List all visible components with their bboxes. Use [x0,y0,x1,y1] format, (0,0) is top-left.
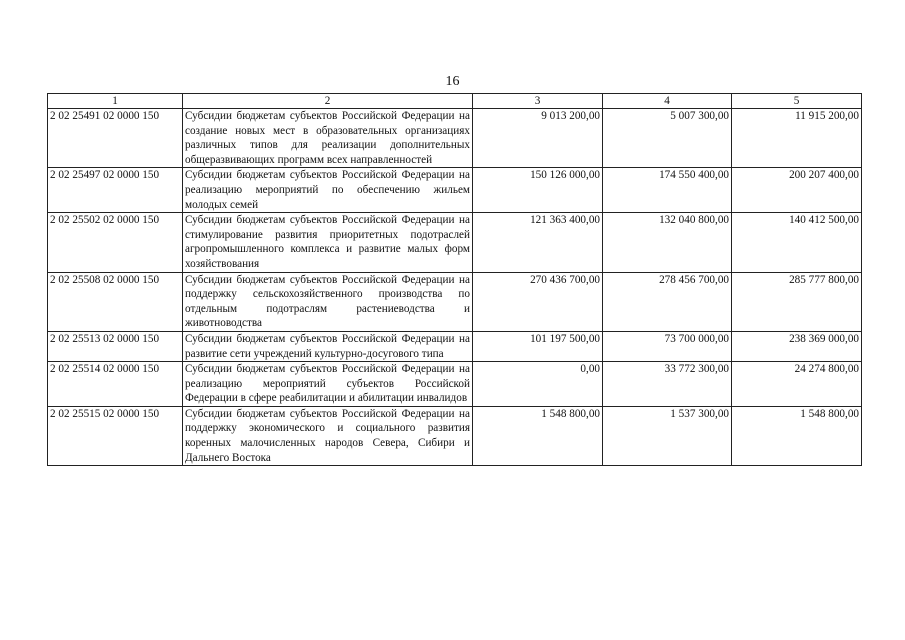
description-cell: Субсидии бюджетам субъектов Российской Федерации на реализацию мероприятий по обеспечению жильем молодых семей [183,168,473,213]
amount-col4-cell: 174 550 400,00 [603,168,732,213]
column-header-4: 4 [603,94,732,109]
amount-col4-cell: 1 537 300,00 [603,406,732,465]
amount-col4-cell: 278 456 700,00 [603,272,732,331]
budget-code-cell: 2 02 25491 02 0000 150 [48,109,183,168]
page-number: 16 [445,74,460,89]
column-header-3: 3 [473,94,603,109]
budget-code-cell: 2 02 25513 02 0000 150 [48,331,183,361]
table-row [48,331,862,361]
amount-col5-cell: 200 207 400,00 [732,168,862,213]
description-cell: Субсидии бюджетам субъектов Российской Федерации на реализацию мероприятий субъектов Российской Федерации в сфере реабилитации и абилитации инвалидов [183,362,473,407]
table-row [48,362,862,407]
amount-col5-cell: 1 548 800,00 [732,406,862,465]
description-cell: Субсидии бюджетам субъектов Российской Федерации на поддержку сельскохозяйственного производства по отдельным подотраслям растениеводства и животноводства [183,272,473,331]
description-cell: Субсидии бюджетам субъектов Российской Федерации на развитие сети учреждений культурно-досугового типа [183,331,473,361]
table-row [48,168,862,213]
amount-col3-cell: 9 013 200,00 [473,109,603,168]
amount-col3-cell: 150 126 000,00 [473,168,603,213]
amount-col3-cell: 0,00 [473,362,603,407]
table-row [48,272,862,331]
column-header-5: 5 [732,94,862,109]
amount-col5-cell: 238 369 000,00 [732,331,862,361]
amount-col4-cell: 33 772 300,00 [603,362,732,407]
column-header-2: 2 [183,94,473,109]
amount-col3-cell: 270 436 700,00 [473,272,603,331]
budget-code-cell: 2 02 25502 02 0000 150 [48,213,183,272]
budget-code-cell: 2 02 25497 02 0000 150 [48,168,183,213]
table-row [48,213,862,272]
budget-code-cell: 2 02 25508 02 0000 150 [48,272,183,331]
amount-col5-cell: 285 777 800,00 [732,272,862,331]
amount-col3-cell: 1 548 800,00 [473,406,603,465]
amount-col4-cell: 73 700 000,00 [603,331,732,361]
table-row [48,406,862,465]
description-cell: Субсидии бюджетам субъектов Российской Федерации на поддержку экономического и социального развития коренных малочисленных народов Севера, Сибири и Дальнего Востока [183,406,473,465]
header-row [48,94,862,109]
budget-code-cell: 2 02 25514 02 0000 150 [48,362,183,407]
amount-col5-cell: 11 915 200,00 [732,109,862,168]
amount-col5-cell: 140 412 500,00 [732,213,862,272]
description-cell: Субсидии бюджетам субъектов Российской Федерации на стимулирование развития приоритетных подотраслей агропромышленного комплекса и развитие малых форм хозяйствования [183,213,473,272]
amount-col4-cell: 132 040 800,00 [603,213,732,272]
budget-code-cell: 2 02 25515 02 0000 150 [48,406,183,465]
table-row [48,109,862,168]
amount-col4-cell: 5 007 300,00 [603,109,732,168]
amount-col3-cell: 121 363 400,00 [473,213,603,272]
budget-table [47,93,862,466]
amount-col3-cell: 101 197 500,00 [473,331,603,361]
amount-col5-cell: 24 274 800,00 [732,362,862,407]
column-header-1: 1 [48,94,183,109]
description-cell: Субсидии бюджетам субъектов Российской Федерации на создание новых мест в образовательных организациях различных типов для реализации дополнительных общеразвивающих программ всех направленностей [183,109,473,168]
